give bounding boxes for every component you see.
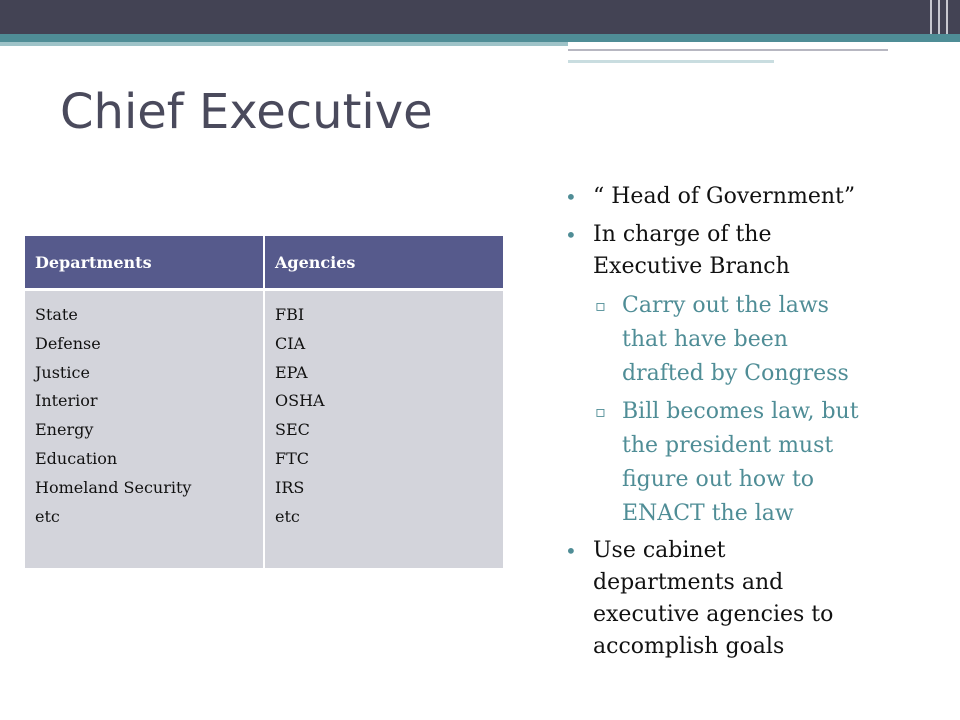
sub-bullet-square-icon: ▫ — [595, 402, 606, 421]
sub-bullet-enact-law — [565, 395, 895, 531]
agency-item: OSHA — [275, 391, 325, 411]
sub-bullet-carry-out-laws — [565, 289, 895, 391]
header-departments: Departments — [25, 236, 264, 290]
bullet-list — [565, 181, 895, 669]
sub-bullet-text: Carry out the laws — [622, 293, 829, 318]
agency-item: CIA — [275, 333, 306, 353]
slide-title: Chief Executive — [60, 84, 433, 140]
bullet-executive-branch — [565, 219, 895, 283]
top-decorative-bar — [0, 0, 960, 34]
bullet-head-of-government — [565, 181, 895, 213]
sub-bullet-text: figure out how to — [622, 467, 815, 492]
sub-bullet-text: Bill becomes law, but — [622, 399, 859, 424]
sub-bullet-square-icon: ▫ — [595, 296, 606, 315]
agency-item: FBI — [275, 305, 305, 324]
decorative-line — [930, 0, 932, 34]
bullet-dot-icon: • — [565, 223, 577, 247]
bullet-text: executive agencies to — [593, 602, 834, 627]
table-row — [25, 290, 503, 569]
decorative-underline — [568, 60, 774, 63]
department-item: State — [35, 305, 78, 324]
department-item: Justice — [35, 362, 90, 382]
bullet-text: departments and — [593, 570, 784, 595]
bullet-dot-icon: • — [565, 185, 577, 209]
header-agencies: Agencies — [264, 236, 503, 290]
table-header-row — [25, 236, 503, 290]
decorative-underline — [568, 49, 888, 51]
agencies-cell — [264, 290, 503, 569]
sub-bullet-text: that have been — [622, 327, 788, 352]
departments-cell — [25, 290, 264, 569]
sub-bullet-text: ENACT the law — [622, 501, 794, 526]
agency-item: EPA — [275, 362, 308, 382]
bullet-text: In charge of the — [593, 222, 772, 247]
bullet-cabinet-departments — [565, 535, 895, 663]
agency-item: SEC — [275, 420, 310, 440]
department-item: Homeland Security — [35, 477, 192, 497]
teal-accent-bar — [0, 34, 960, 42]
decorative-line — [946, 0, 948, 34]
bullet-text: Executive Branch — [593, 254, 790, 279]
bullet-text: Use cabinet — [593, 538, 726, 563]
bullet-text: “ Head of Government” — [593, 184, 856, 209]
sub-bullet-text: the president must — [622, 433, 834, 458]
department-item: Education — [35, 448, 118, 468]
agency-item: etc — [275, 506, 300, 526]
department-item: Interior — [35, 391, 98, 411]
department-item: Energy — [35, 420, 94, 440]
light-accent-bar — [0, 42, 568, 46]
department-item: etc — [35, 506, 60, 526]
agency-item: FTC — [275, 448, 310, 468]
bullet-text: accomplish goals — [593, 634, 785, 659]
agency-item: IRS — [275, 477, 305, 497]
bullet-dot-icon: • — [565, 539, 577, 563]
department-item: Defense — [35, 333, 101, 353]
decorative-line — [938, 0, 940, 34]
sub-bullet-text: drafted by Congress — [622, 361, 849, 386]
departments-agencies-table — [25, 236, 503, 568]
